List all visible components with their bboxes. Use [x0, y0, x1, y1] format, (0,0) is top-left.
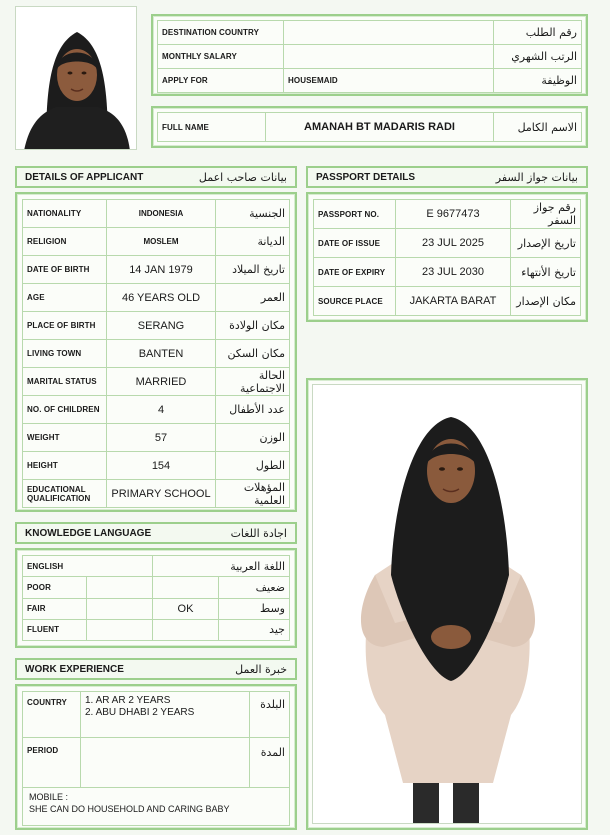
field-label-ar: مكان الولادة: [216, 312, 290, 340]
passport-row: [314, 258, 581, 287]
applicant-section-header: [15, 166, 297, 188]
country-label-ar: البلدة: [250, 692, 290, 738]
header-info-box: [151, 14, 588, 96]
field-value: 23 JUL 2030: [396, 258, 511, 287]
applicant-row: [23, 312, 290, 340]
language-row-fluent: [23, 619, 290, 640]
field-label: SOURCE PLACE: [314, 287, 396, 316]
applicant-row: [23, 368, 290, 396]
section-title: KNOWLEDGE LANGUAGE: [25, 527, 152, 539]
field-value: E 9677473: [396, 200, 511, 229]
field-label-ar: الحالة الاجتماعية: [216, 368, 290, 396]
remarks-area: [22, 788, 290, 826]
arabic-label-ar: اللغة العربية: [153, 556, 290, 577]
portrait-figure: [16, 7, 137, 150]
field-value: HOUSEMAID: [284, 69, 494, 93]
field-label-ar: تاريخ الأنتهاء: [511, 258, 581, 287]
applicant-row: [23, 452, 290, 480]
period-value: [81, 738, 250, 788]
field-label-ar: الديانة: [216, 228, 290, 256]
full-name-label: FULL NAME: [158, 113, 266, 142]
portrait-photo: [15, 6, 137, 150]
section-title-ar: بيانات صاحب اعمل: [198, 170, 287, 184]
field-label-ar: الوظيفة: [494, 69, 582, 93]
country-values: [81, 692, 250, 738]
field-label-ar: رقم الطلب: [494, 21, 582, 45]
field-value: 57: [107, 424, 216, 452]
full-name-label-ar: الاسم الكامل: [494, 113, 582, 142]
field-label: EDUCATIONAL QUALIFICATION: [23, 480, 107, 508]
field-value: MOSLEM: [107, 228, 216, 256]
passport-details-box: [306, 192, 588, 322]
section-title: DETAILS OF APPLICANT: [25, 171, 144, 183]
applicant-details-box: [15, 192, 297, 512]
passport-row: [314, 200, 581, 229]
work-entry: 2. ABU DHABI 2 YEARS: [85, 707, 195, 718]
language-row-fair: [23, 598, 290, 619]
language-box: [15, 548, 297, 648]
field-label-ar: تاريخ الإصدار: [511, 229, 581, 258]
mobile-label: MOBILE :: [29, 792, 69, 802]
period-label-ar: المدة: [250, 738, 290, 788]
applicant-row: [23, 200, 290, 228]
work-country-row: [23, 692, 290, 738]
section-title-ar: بيانات جواز السفر: [495, 170, 578, 184]
field-label: DATE OF EXPIRY: [314, 258, 396, 287]
field-label-ar: الرتب الشهري: [494, 45, 582, 69]
field-label-ar: العمر: [216, 284, 290, 312]
field-label: LIVING TOWN: [23, 340, 107, 368]
period-label: PERIOD: [23, 738, 81, 788]
level-label: POOR: [23, 577, 87, 598]
field-label: DATE OF ISSUE: [314, 229, 396, 258]
field-label-ar: مكان السكن: [216, 340, 290, 368]
full-name-value: AMANAH BT MADARIS RADI: [266, 113, 494, 142]
field-value: 46 YEARS OLD: [107, 284, 216, 312]
field-label-ar: الطول: [216, 452, 290, 480]
field-label-ar: الوزن: [216, 424, 290, 452]
full-body-photo-frame: [306, 378, 588, 830]
section-title: WORK EXPERIENCE: [25, 663, 124, 675]
passport-row: [314, 287, 581, 316]
level-label: FAIR: [23, 598, 87, 619]
field-label: HEIGHT: [23, 452, 107, 480]
field-value: 23 JUL 2025: [396, 229, 511, 258]
country-label: COUNTRY: [23, 692, 81, 738]
field-label: APPLY FOR: [158, 69, 284, 93]
field-label: NO. OF CHILDREN: [23, 396, 107, 424]
field-label-ar: رقم جواز السفر: [511, 200, 581, 229]
field-label-ar: مكان الإصدار: [511, 287, 581, 316]
work-entry: 1. AR AR 2 YEARS: [85, 695, 171, 706]
remark-text: SHE CAN DO HOUSEHOLD AND CARING BABY: [29, 804, 230, 814]
field-label: PLACE OF BIRTH: [23, 312, 107, 340]
field-label: RELIGION: [23, 228, 107, 256]
field-label-ar: تاريخ الميلاد: [216, 256, 290, 284]
work-section-header: [15, 658, 297, 680]
full-name-box: [151, 106, 588, 148]
applicant-row: [23, 424, 290, 452]
field-label: MARITAL STATUS: [23, 368, 107, 396]
field-label-ar: عدد الأطفال: [216, 396, 290, 424]
field-value: INDONESIA: [107, 200, 216, 228]
applicant-row: [23, 284, 290, 312]
field-label: MONTHLY SALARY: [158, 45, 284, 69]
section-title-ar: خبرة العمل: [235, 662, 287, 676]
field-value: BANTEN: [107, 340, 216, 368]
field-value: SERANG: [107, 312, 216, 340]
applicant-row: [23, 396, 290, 424]
language-head-row: [23, 556, 290, 577]
section-title-ar: اجادة اللغات: [230, 526, 287, 540]
field-label-ar: الجنسية: [216, 200, 290, 228]
applicant-row: [23, 228, 290, 256]
work-experience-box: [15, 684, 297, 830]
field-label: PASSPORT NO.: [314, 200, 396, 229]
work-period-row: [23, 738, 290, 788]
field-value: 14 JAN 1979: [107, 256, 216, 284]
level-value: [153, 619, 219, 640]
destination-country-row: [158, 21, 582, 45]
full-body-figure: [313, 385, 582, 824]
field-label: AGE: [23, 284, 107, 312]
level-label-ar: ضعيف: [219, 577, 290, 598]
apply-for-row: [158, 69, 582, 93]
field-label: NATIONALITY: [23, 200, 107, 228]
full-body-photo: [312, 384, 582, 824]
field-value: [284, 21, 494, 45]
field-label: DATE OF BIRTH: [23, 256, 107, 284]
field-value: MARRIED: [107, 368, 216, 396]
applicant-row: [23, 340, 290, 368]
field-value: 154: [107, 452, 216, 480]
english-label: ENGLISH: [23, 556, 153, 577]
field-value: [284, 45, 494, 69]
level-label-ar: وسط: [219, 598, 290, 619]
language-row-poor: [23, 577, 290, 598]
applicant-row: [23, 256, 290, 284]
field-label-ar: المؤهلات العلمية: [216, 480, 290, 508]
level-value: OK: [153, 598, 219, 619]
field-label: WEIGHT: [23, 424, 107, 452]
monthly-salary-row: [158, 45, 582, 69]
field-label: DESTINATION COUNTRY: [158, 21, 284, 45]
field-value: JAKARTA BARAT: [396, 287, 511, 316]
passport-section-header: [306, 166, 588, 188]
level-value: [153, 577, 219, 598]
field-value: 4: [107, 396, 216, 424]
field-value: PRIMARY SCHOOL: [107, 480, 216, 508]
language-section-header: [15, 522, 297, 544]
passport-row: [314, 229, 581, 258]
section-title: PASSPORT DETAILS: [316, 171, 416, 183]
level-label-ar: جيد: [219, 619, 290, 640]
level-label: FLUENT: [23, 619, 87, 640]
applicant-row: [23, 480, 290, 508]
